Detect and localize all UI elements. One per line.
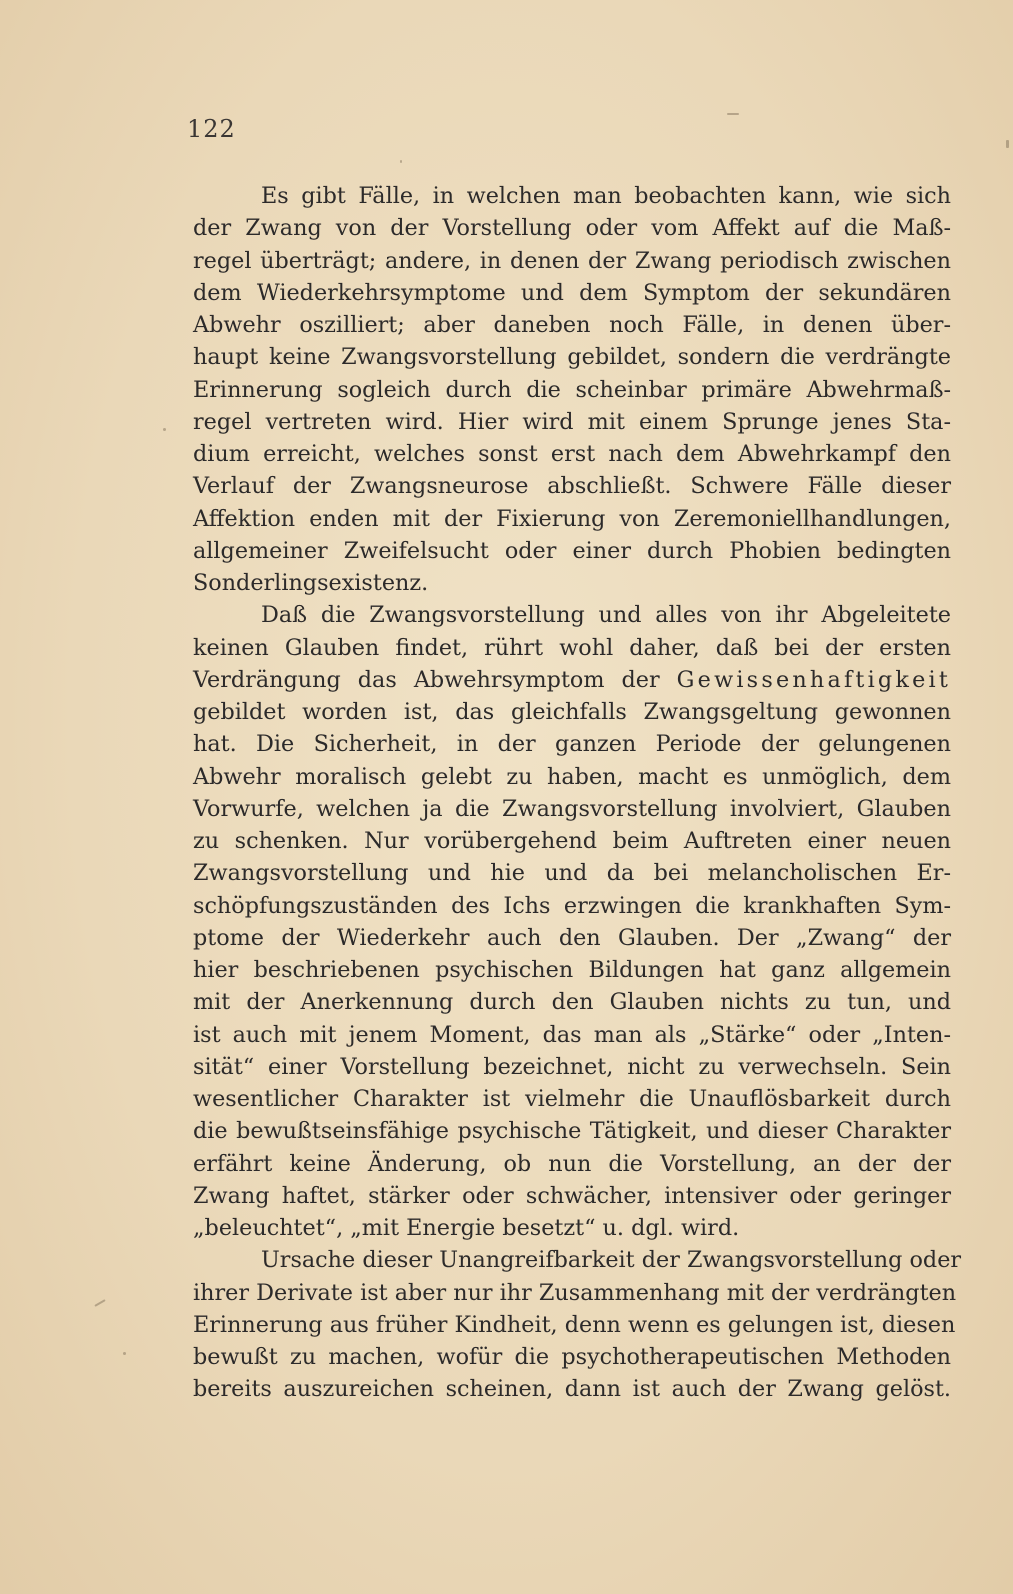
text-run: Verdrängung das Abwehrsymptom der [193,666,677,693]
text-line: Daß die Zwangsvorstellung und alles von ihr Abgeleitete [261,602,951,629]
text-line: Ursache dieser Unangreifbarkeit der Zwangsvorstellung oder [261,1247,962,1274]
emphasized-term: Gewissenhaftigkeit [676,666,951,693]
paper-speck [400,160,402,163]
text-line: Abwehr oszilliert; aber daneben noch Fälle, in denen über- [193,312,951,338]
text-line: der Zwang von der Vorstellung oder vom Affekt auf die Maß- [193,215,951,242]
paragraph-2 [193,599,951,1244]
text-line: bewußt zu machen, wofür die psychotherapeutischen Methoden [193,1344,951,1370]
text-line: Erinnerung aus früher Kindheit, denn wenn es gelungen ist, diesen [193,1311,956,1338]
text-line: allgemeiner Zweifelsucht oder einer durch Phobien bedingten [193,537,951,564]
text-line: „beleuchtet“, „mit Energie besetzt“ u. dgl. wird. [193,1215,740,1241]
text-line: ptome der Wiederkehr auch den Glauben. Der „Zwang“ der [193,924,951,951]
text-line: dem Wiederkehrsymptome und dem Symptom der sekundären [193,279,951,306]
text-line: Affektion enden mit der Fixierung von Zeremoniellhandlungen, [193,505,951,532]
paragraph-3 [193,1244,962,1405]
text-line: bereits auszureichen scheinen, dann ist auch der Zwang gelöst. [193,1376,951,1403]
paper-speck [163,428,166,431]
body-text [193,180,962,1406]
paper-speck [123,1352,126,1355]
paper-speck [1006,140,1009,148]
text-line: Zwang haftet, stärker oder schwächer, intensiver oder geringer [193,1182,951,1209]
text-line: haupt keine Zwangsvorstellung gebildet, sondern die verdrängte [193,344,951,371]
page-number: 122 [187,115,236,143]
text-line: wesentlicher Charakter ist vielmehr die Unauflösbarkeit durch [193,1086,951,1112]
text-line: sität“ einer Vorstellung bezeichnet, nicht zu verwechseln. Sein [193,1053,951,1080]
text-line: mit der Anerkennung durch den Glauben nichts zu tun, und [193,989,951,1016]
text-line: ihrer Derivate ist aber nur ihr Zusammenhang mit der verdrängten [193,1279,957,1306]
text-line: ist auch mit jenem Moment, das man als „Stärke“ oder „Inten- [193,1021,951,1048]
text-line: Es gibt Fälle, in welchen man beobachten kann, wie sich [261,183,951,209]
text-line: gebildet worden ist, das gleichfalls Zwangsgeltung gewonnen [193,699,951,725]
text-line: regel überträgt; andere, in denen der Zwang periodisch zwischen [193,247,951,274]
text-line: erfährt keine Änderung, ob nun die Vorstellung, an der der [193,1150,951,1177]
paragraph-1 [193,180,951,599]
text-line: dium erreicht, welches sonst erst nach dem Abwehrkampf den [193,441,951,467]
paper-speck [94,1299,105,1307]
text-line: regel vertreten wird. Hier wird mit einem Sprunge jenes Sta- [193,408,951,435]
text-line: die bewußtseinsfähige psychische Tätigkeit, und dieser Charakter [193,1118,951,1145]
text-line: zu schenken. Nur vorübergehend beim Auftreten einer neuen [193,828,951,854]
text-line: Erinnerung sogleich durch die scheinbar primäre Abwehrmaß- [193,376,951,403]
text-line: Verlauf der Zwangsneurose abschließt. Schwere Fälle dieser [193,473,951,500]
text-line: keinen Glauben findet, rührt wohl daher, daß bei der ersten [193,634,951,661]
text-line [193,664,951,696]
text-line: Sonderlingsexistenz. [193,570,429,596]
text-line: Abwehr moralisch gelebt zu haben, macht es unmöglich, dem [193,763,951,790]
text-line: hat. Die Sicherheit, in der ganzen Periode der gelungenen [193,731,951,758]
text-line: Zwangsvorstellung und hie und da bei melancholischen Er- [193,860,951,887]
text-line: hier beschriebenen psychischen Bildungen hat ganz allgemein [193,957,951,983]
text-line: Vorwurfe, welchen ja die Zwangsvorstellung involviert, Glauben [193,795,951,822]
text-line: schöpfungszuständen des Ichs erzwingen die krankhaften Sym- [193,892,951,919]
paper-speck [727,113,739,115]
